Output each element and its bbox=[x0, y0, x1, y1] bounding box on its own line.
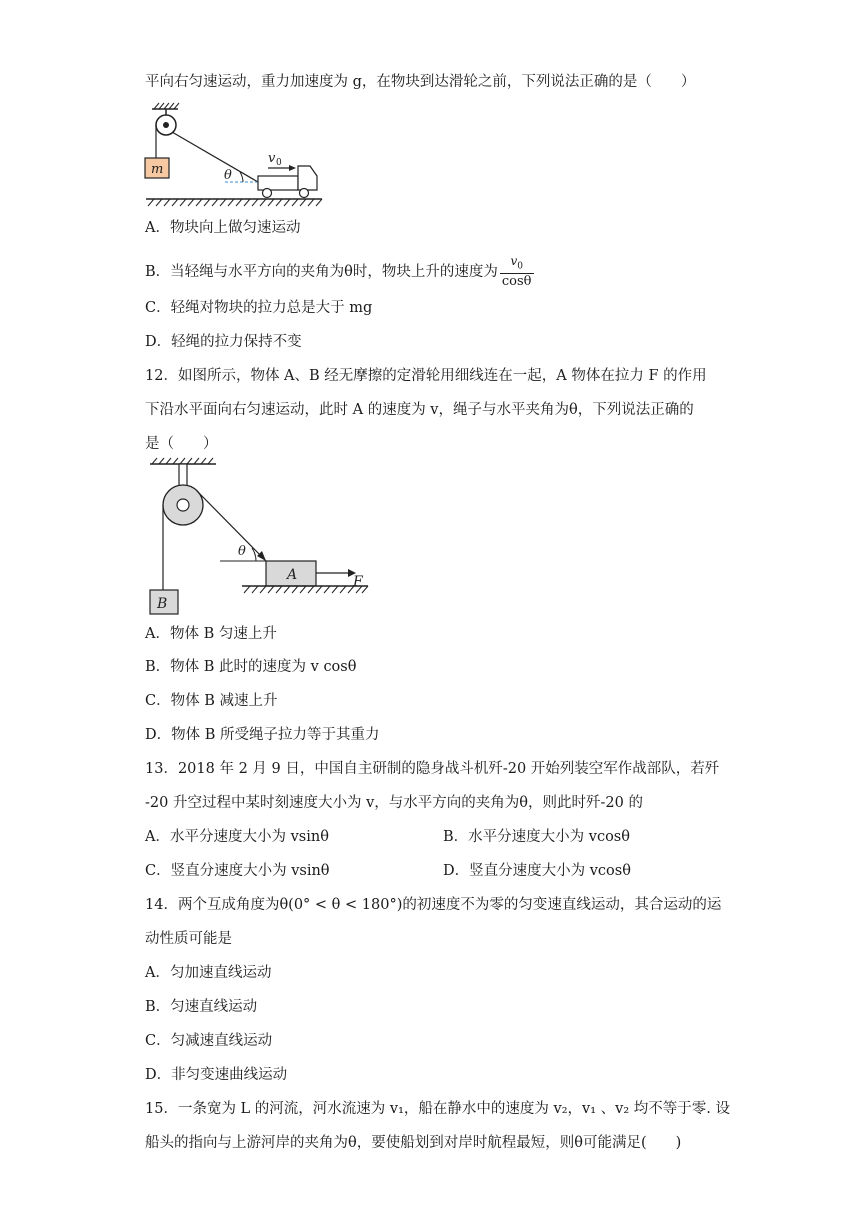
q11-option-b bbox=[145, 254, 534, 290]
q13-option-c: C．竖直分速度大小为 vsinθ bbox=[145, 863, 330, 879]
fraction-numerator-sub: 0 bbox=[517, 261, 523, 272]
velocity-subscript: 0 bbox=[276, 158, 282, 168]
q12-line-3: 是（ ） bbox=[145, 436, 218, 452]
q12-line-1: 12．如图所示，物体 A、B 经无摩擦的定滑轮用细线连在一起，A 物体在拉力 F 的作用 bbox=[145, 368, 707, 384]
force-label: F bbox=[353, 574, 363, 590]
block-b-label: B bbox=[157, 596, 168, 612]
q14-option-d: D．非匀变速曲线运动 bbox=[145, 1067, 288, 1083]
q11-option-a: A．物块向上做匀速运动 bbox=[145, 220, 301, 236]
q14-option-a: A．匀加速直线运动 bbox=[145, 965, 272, 981]
angle-label: θ bbox=[224, 168, 232, 183]
question-continuation-line: 平向右匀速运动，重力加速度为 g，在物块到达滑轮之前，下列说法正确的是（ ） bbox=[145, 74, 696, 90]
angle-theta-label: θ bbox=[238, 544, 246, 559]
q11-option-b-fraction bbox=[500, 254, 534, 290]
figure-pulley-blocks bbox=[140, 455, 375, 617]
q14-option-c: C．匀减速直线运动 bbox=[145, 1033, 273, 1049]
truck-body bbox=[258, 176, 298, 190]
mass-label: m bbox=[151, 162, 164, 177]
q14-option-b: B．匀速直线运动 bbox=[145, 999, 258, 1015]
block-a-label: A bbox=[287, 567, 298, 583]
q12-line-2: 下沿水平面向右匀速运动，此时 A 的速度为 v，绳子与水平夹角为θ，下列说法正确的 bbox=[145, 402, 694, 418]
q11-option-d: D．轻绳的拉力保持不变 bbox=[145, 334, 302, 350]
q11-option-c: C．轻绳对物块的拉力总是大于 mg bbox=[145, 300, 373, 316]
q15-line-2: 船头的指向与上游河岸的夹角为θ，要使船划到对岸时航程最短，则θ可能满足( ) bbox=[145, 1135, 682, 1151]
q13-option-d: D．竖直分速度大小为 vcosθ bbox=[443, 863, 631, 879]
q12-option-c: C．物体 B 减速上升 bbox=[145, 693, 278, 709]
q12-option-d: D．物体 B 所受绳子拉力等于其重力 bbox=[145, 727, 380, 743]
q13-option-a: A．水平分速度大小为 vsinθ bbox=[145, 829, 329, 845]
q11-option-b-text: B．当轻绳与水平方向的夹角为θ时，物块上升的速度为 bbox=[145, 264, 498, 281]
q14-line-1: 14．两个互成角度为θ(0° < θ < 180°)的初速度不为零的匀变速直线运动，其合运动的运 bbox=[145, 897, 722, 913]
q12-option-b: B．物体 B 此时的速度为 v cosθ bbox=[145, 659, 357, 675]
figure-pulley-truck bbox=[140, 100, 335, 212]
q14-line-2: 动性质可能是 bbox=[145, 931, 232, 947]
q13-line-1: 13．2018 年 2 月 9 日，中国自主研制的隐身战斗机歼-20 开始列装空军作战部队，若歼 bbox=[145, 761, 720, 777]
q12-option-a: A．物体 B 匀速上升 bbox=[145, 626, 277, 642]
fraction-denominator: cosθ bbox=[501, 274, 532, 290]
fraction-numerator: v bbox=[510, 254, 518, 268]
velocity-label: v bbox=[268, 151, 276, 166]
q13-line-2: -20 升空过程中某时刻速度大小为 v，与水平方向的夹角为θ，则此时歼-20 的 bbox=[145, 795, 643, 811]
q13-option-b: B．水平分速度大小为 vcosθ bbox=[443, 829, 630, 845]
q15-line-1: 15．一条宽为 L 的河流，河水流速为 v₁，船在静水中的速度为 v₂，v₁ 、v₂ 均不等于零. 设 bbox=[145, 1101, 730, 1117]
